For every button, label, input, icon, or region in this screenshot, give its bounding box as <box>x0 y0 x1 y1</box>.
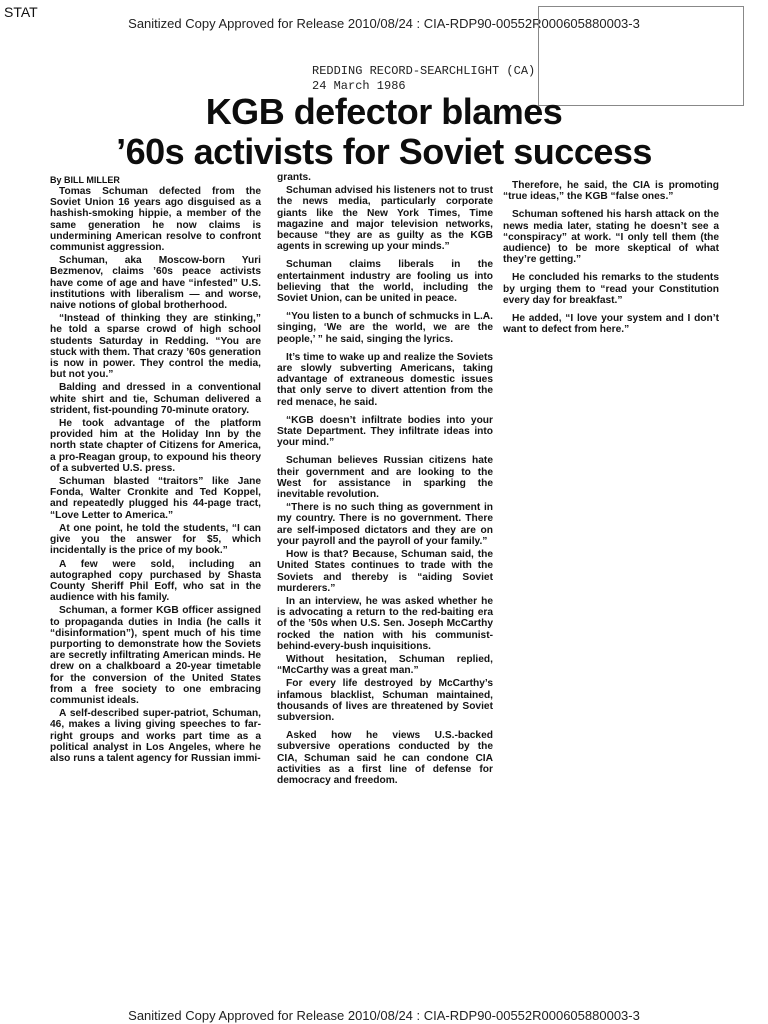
paragraph: He concluded his remarks to the students by urging them to “read your Constitution every day for breakfast.” <box>503 272 719 306</box>
article-column-3 <box>503 180 719 342</box>
paragraph: grants. <box>277 172 311 183</box>
paragraph: Asked how he views U.S.-backed subversive operations conducted by the CIA, Schuman said he can condone CIA activities as a first line of defense for democracy and freedom. <box>277 730 493 786</box>
paragraph: Schuman blasted “traitors” like Jane Fonda, Walter Cronkite and Ted Koppel, and repeatedly plugged his 44-page tract, “Love Letter to America.” <box>50 476 261 521</box>
byline: By BILL MILLER <box>50 175 120 185</box>
article-column-1 <box>50 186 261 766</box>
paragraph: A self-described super-patriot, Schuman, 46, makes a living giving speeches to far-right groups and works part time as a political analyst in Los Angeles, where he also runs a talent agency for Russian immi- <box>50 708 261 764</box>
paragraph: Schuman claims liberals in the entertainment industry are fooling us into believing that the world, including the Soviet Union, can be united in peace. <box>277 259 493 305</box>
paragraph: “There is no such thing as government in my country. There is no government. There are self-imposed dictators and they are on your payroll and the payroll of your family.” <box>277 502 493 547</box>
paragraph: How is that? Because, Schuman said, the United States continues to trade with the Soviets and thereby is “aiding Soviet murderers.” <box>277 549 493 594</box>
paragraph: He added, “I love your system and I don’t want to defect from here.” <box>503 313 719 336</box>
paragraph: A few were sold, including an autographed copy purchased by Shasta County Sheriff Phil Eoff, who sat in the audience with his family. <box>50 558 261 604</box>
sanitized-footer: Sanitized Copy Approved for Release 2010/08/24 : CIA-RDP90-00552R000605880003-3 <box>128 1008 640 1023</box>
headline-line-1: KGB defector blames <box>205 91 563 132</box>
stat-stamp: STAT <box>4 4 38 20</box>
publication-name: REDDING RECORD-SEARCHLIGHT (CA) <box>312 64 536 78</box>
paragraph: Therefore, he said, the CIA is promoting “true ideas,” the KGB “false ones.” <box>503 180 719 203</box>
paragraph: Schuman softened his harsh attack on the news media later, stating he doesn’t see a “conspiracy” at work. “I only tell them (the audience) to be more skeptical of what they’re getting.” <box>503 209 719 266</box>
paragraph: In an interview, he was asked whether he is advocating a return to the red-baiting era of the ’50s when U.S. Sen. Joseph McCarthy rocked the nation with his communist-behind-every-bush inquisitions. <box>277 595 493 652</box>
paragraph: At one point, he told the students, “I can give you the answer for $5, which incidentally is the price of my book.” <box>50 522 261 557</box>
headline <box>0 92 768 172</box>
routing-stamp-box <box>538 6 744 106</box>
paragraph: Schuman advised his listeners not to trust the news media, particularly corporate giants like the New York Times, Time magazine and major television networks, because “they are as guilty as the KGB agents in screwing up your minds.” <box>277 185 493 253</box>
paragraph: Schuman, aka Moscow-born Yuri Bezmenov, claims ’60s peace activists have come of age and have “infested” U.S. institutions with liberalism — and worse, naive notions of global brotherhood. <box>50 255 261 312</box>
headline-line-2: ’60s activists for Soviet success <box>116 131 652 172</box>
publication-date: 24 March 1986 <box>312 79 406 93</box>
paragraph: For every life destroyed by McCarthy’s infamous blacklist, Schuman maintained, thousands of lives are threatened by Soviet subversion. <box>277 678 493 723</box>
paragraph: It’s time to wake up and realize the Soviets are slowly subverting Americans, taking advantage of extraneous domestic issues that only serve to divert attention from the red menace, he said. <box>277 351 493 408</box>
paragraph: Schuman believes Russian citizens hate their government and are looking to the West for assistance in sparking the inevitable revolution. <box>277 455 493 501</box>
paragraph: “KGB doesn’t infiltrate bodies into your State Department. They infiltrate ideas into your mind.” <box>277 414 493 449</box>
paragraph: Tomas Schuman defected from the Soviet Union 16 years ago disguised as a hashish-smoking hippie, a member of the same generation he now claims is undermining American resolve to confront communist aggression. <box>50 186 261 254</box>
article-column-2 <box>277 172 493 788</box>
paragraph: Without hesitation, Schuman replied, “McCarthy was a great man.” <box>277 653 493 677</box>
sanitized-header: Sanitized Copy Approved for Release 2010/08/24 : CIA-RDP90-00552R000605880003-3 <box>128 16 640 31</box>
source-citation <box>312 64 535 94</box>
paragraph: Schuman, a former KGB officer assigned to propaganda duties in India (he calls it “disinformation”), spent much of his time purporting to demonstrate how the Soviets are secretly infiltrating American minds. He drew on a chalkboard a 20-year timetable for the conversion of the United States from a free society to one embracing communist ideals. <box>50 605 261 706</box>
paragraph: “You listen to a bunch of schmucks in L.A. singing, ‘We are the world, we are the people,’ ” he said, singing the lyrics. <box>277 311 493 345</box>
paragraph: “Instead of thinking they are stinking,” he told a sparse crowd of high school students Saturday in Redding. “You are stuck with them. That crazy ’60s generation is now in power. They control the media, but not you.” <box>50 313 261 381</box>
paragraph: Balding and dressed in a conventional white shirt and tie, Schuman delivered a strident, fist-pounding 70-minute oratory. <box>50 382 261 416</box>
paragraph: He took advantage of the platform provided him at the Holiday Inn by the north state chapter of Citizens for America, a pro-Reagan group, to expound his theory of a subverted U.S. press. <box>50 418 261 474</box>
